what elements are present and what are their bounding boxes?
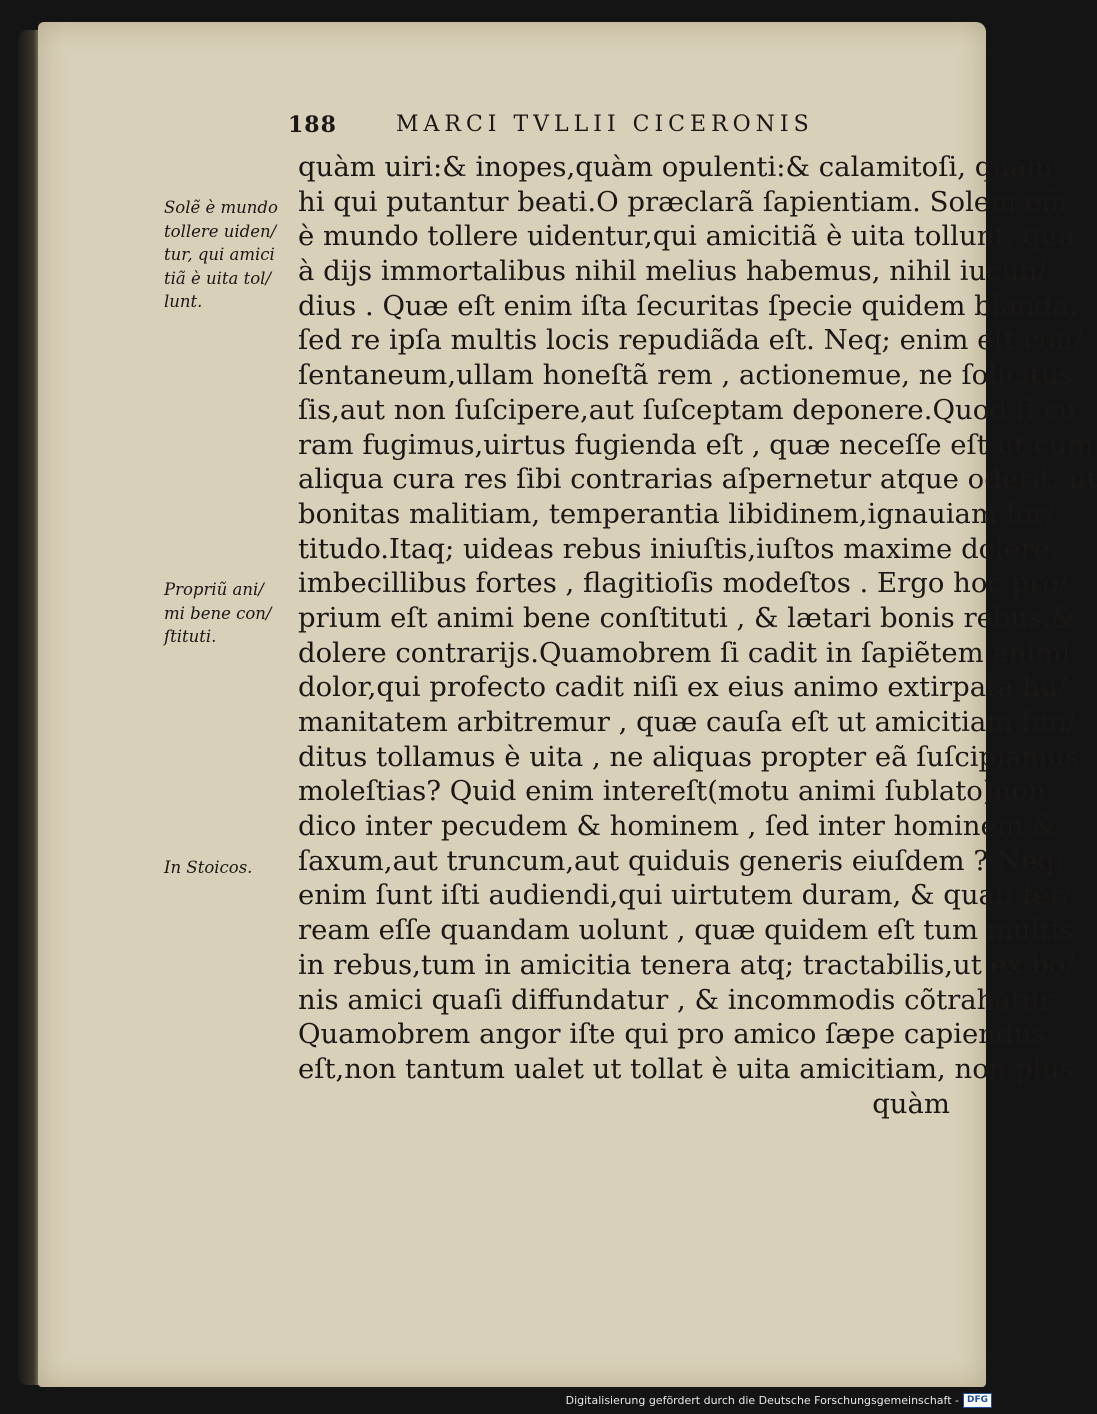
catchword: quàm <box>872 1087 950 1120</box>
text-line: manitatem arbitremur , quæ cauſa eſt ut amicitiam fun/ <box>298 706 1077 738</box>
text-line: ſentaneum,ullam honeſtã rem , actionemue, ne ſolicitus <box>298 359 1073 392</box>
text-line: bonitas malitiam, temperantia libidinem,ignauiam for/ <box>298 497 1055 530</box>
margin-note-line: tollere uiden/ <box>164 221 277 241</box>
text-line: prium eſt animi bene conſtituti , & lætari bonis rebus,& <box>298 601 1076 634</box>
margin-note-line: mi bene con/ <box>164 603 272 623</box>
folio-number: 188 <box>288 112 337 138</box>
text-line: aliqua cura res ſibi contrarias aſpernetur atque oderit, ut <box>298 463 1097 496</box>
text-line: ſed re ipſa multis locis repudiãda eſt. Neq; enim eſt con/ <box>298 324 1083 357</box>
margin-note-line: Solẽ è mundo <box>164 198 278 217</box>
text-line: moleſtias? Quid enim intereſt(motu animi ſublato)non <box>298 775 1046 808</box>
margin-note-line: tiã è uita tol/ <box>164 268 272 288</box>
text-line: ream eſſe quandam uolunt , quæ quidem eſt tum multis <box>298 914 1074 947</box>
text-line: à dijs immortalibus nihil melius habemus, nihil iucun/ <box>298 255 1047 288</box>
margin-note-line: Propriũ ani/ <box>164 580 264 599</box>
margin-note-line: In Stoicos. <box>164 858 253 877</box>
text-line: è mundo tollere uidentur,qui amicitiã è uita tollunt, qua <box>298 220 1075 253</box>
margin-note-line: ſtituti. <box>164 627 217 646</box>
text-line: enim ſunt iſti audiendi,qui uirtutem duram, & quaſi fer/ <box>298 879 1072 912</box>
digitization-footer <box>566 1393 992 1408</box>
text-line: dolor,qui profecto cadit niſi ex eius animo extirpatã hu/ <box>298 671 1068 704</box>
margin-note-stoicos <box>164 856 292 880</box>
margin-note-line: tur, qui amici <box>164 245 275 264</box>
body-text <box>298 150 1097 1121</box>
margin-note-sole <box>164 196 292 314</box>
text-line: titudo.Itaq; uideas rebus iniuſtis,iuſtos maxime dolere, <box>298 532 1059 565</box>
text-line: Quamobrem angor iſte qui pro amico ſæpe capiendus <box>298 1018 1046 1051</box>
text-line: ſaxum,aut truncum,aut quiduis generis eiuſdem ? Neq; <box>298 844 1065 877</box>
text-line: in rebus,tum in amicitia tenera atq; tractabilis,ut ex bo/ <box>298 948 1075 981</box>
running-title: MARCI TVLLII CICERONIS <box>396 112 814 137</box>
margin-note-proprium <box>164 578 292 649</box>
text-line: ſis,aut non ſuſcipere,aut ſuſceptam deponere.Quod ſi cu <box>298 393 1077 426</box>
text-line: ram fugimus,uirtus fugienda eſt , quæ neceſſe eſt ut cum <box>298 428 1094 461</box>
text-line: dius . Quæ eſt enim iſta ſecuritas ſpecie quidem blanda. <box>298 289 1078 322</box>
text-line: hi qui putantur beati.O præclarã ſapientiam. Solem em̃ <box>298 185 1068 218</box>
text-line: dolere contrarijs.Quamobrem ſi cadit in ſapiẽtem animi <box>298 636 1071 669</box>
text-line: ditus tollamus è uita , ne aliquas propter eã ſuſcipiamus <box>298 740 1080 773</box>
text-line: imbecillibus fortes , flagitioſis modeſtos . Ergo hoc pro/ <box>298 567 1069 600</box>
text-line: dico inter pecudem & hominem , ſed inter hominem & <box>298 810 1057 843</box>
margin-note-line: lunt. <box>164 292 203 311</box>
footer-credit-text: Digitalisierung gefördert durch die Deutsche Forschungsgemeinschaft - <box>565 1394 959 1407</box>
text-line: eſt,non tantum ualet ut tollat è uita amicitiam, non plus <box>298 1052 1074 1085</box>
text-line: nis amici quaſi diffundatur , & incommodis cõtrahatur. <box>298 983 1059 1016</box>
text-line: quàm uiri:& inopes,quàm opulenti:& calamitoſi, quàm <box>298 151 1053 183</box>
dfg-logo: DFG <box>963 1393 992 1408</box>
page-header <box>288 108 848 144</box>
